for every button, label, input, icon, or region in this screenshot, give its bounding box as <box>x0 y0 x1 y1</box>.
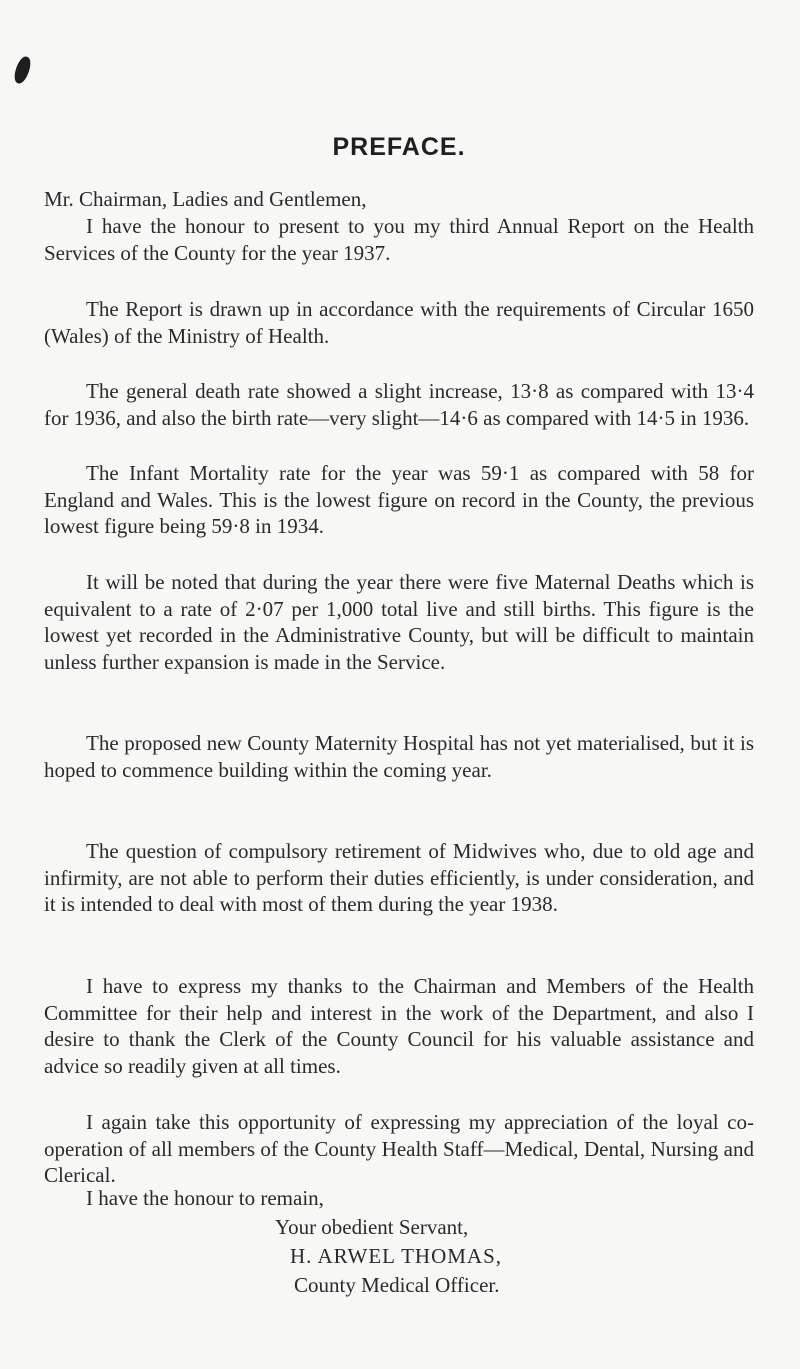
paragraph-death-birth-rate: The general death rate showed a slight increase, 13·8 as compared with 13·4 for 1936, and also the birth rate—very slight—14·6 as compared with 14·5 in 1936. <box>44 379 754 430</box>
signature-name: H. ARWEL THOMAS, <box>290 1244 503 1268</box>
page-title: PREFACE. <box>332 133 466 161</box>
paragraph-maternal-deaths: It will be noted that during the year there were five Maternal Deaths which is equivalent to a rate of 2·07 per 1,000 total live and still births. This figure is the lowest yet recorded in the Administrative County, but will be difficult to maintain unless further expansion is made in the Service. <box>44 570 754 674</box>
signature-position: County Medical Officer. <box>294 1273 500 1297</box>
closing-remain: I have the honour to remain, <box>86 1186 324 1210</box>
salutation: Mr. Chairman, Ladies and Gentlemen, <box>44 187 367 211</box>
paragraph-maternity-hospital: The proposed new County Maternity Hospital has not yet materialised, but it is hoped to commence building within the coming year. <box>44 731 754 782</box>
paragraph-annual-report: I have the honour to present to you my third Annual Report on the Health Services of the County for the year 1937. <box>44 214 754 265</box>
closing-block <box>44 1184 754 1300</box>
paragraph-staff-appreciation: I again take this opportunity of expressing my appreciation of the loyal co-operation of all members of the County Health Staff—Medical, Dental, Nursing and Clerical. <box>44 1110 754 1187</box>
paragraph-midwives-retirement: The question of compulsory retirement of Midwives who, due to old age and infirmity, are not able to perform their duties efficiently, is under consideration, and it is intended to deal with most of them during the year 1938. <box>44 839 754 916</box>
paragraph-circular: The Report is drawn up in accordance with the requirements of Circular 1650 (Wales) of the Ministry of Health. <box>44 297 754 348</box>
punch-hole-mark <box>12 55 33 86</box>
closing-valediction: Your obedient Servant, <box>275 1215 469 1239</box>
paragraph-thanks-committee: I have to express my thanks to the Chairman and Members of the Health Committee for their help and interest in the work of the Department, and also I desire to thank the Clerk of the County Council for his valuable assistance and advice so readily given at all times. <box>44 974 754 1078</box>
paragraph-infant-mortality: The Infant Mortality rate for the year was 59·1 as compared with 58 for England and Wales. This is the lowest figure on record in the County, the previous lowest figure being 59·8 in 1934. <box>44 461 754 538</box>
